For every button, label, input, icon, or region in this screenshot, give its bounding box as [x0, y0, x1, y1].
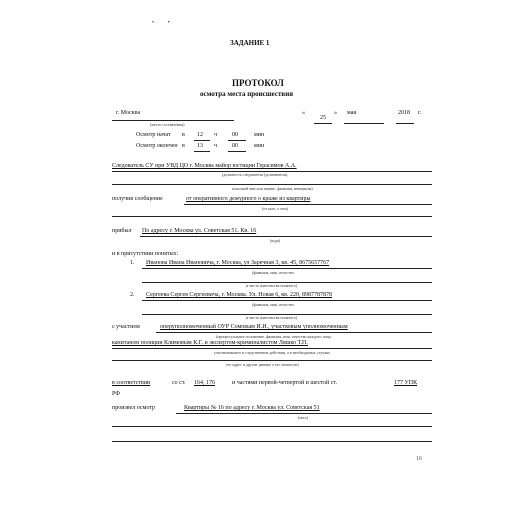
inspection-label: произвел осмотр — [112, 405, 155, 411]
page-number: 16 — [416, 456, 422, 462]
start-v: в — [182, 132, 185, 138]
start-min-field[interactable]: 00 — [232, 132, 238, 138]
accordance-articles[interactable]: 164, 176 — [194, 380, 215, 386]
city-line — [112, 120, 234, 121]
participation-field-1[interactable]: оперуполномоченный ОУР Сомовым И.И., участковым уполномоченным — [160, 324, 348, 330]
participation-line-3 — [112, 360, 432, 361]
end-label: Осмотр окончен — [136, 143, 178, 149]
city-field[interactable]: г. Москва — [116, 110, 141, 116]
year-line — [396, 123, 414, 124]
start-label: Осмотр начат — [136, 132, 171, 138]
end-hour-field[interactable]: 13 — [197, 143, 203, 149]
inspection-field[interactable]: Квартиры № 16 по адресу г. Москва ул. Советская 51 — [184, 405, 320, 411]
received-label: получив сообщение — [112, 196, 163, 202]
inspection-line — [176, 413, 432, 414]
witness-2-number: 2. — [130, 292, 135, 298]
arrived-field[interactable]: По адресу г. Москва ул. Советская 51. Кв. 16 — [142, 228, 257, 234]
month-line — [344, 123, 384, 124]
from-caption: (от кого, о чем) — [262, 206, 288, 211]
inspection-extra-line-2 — [112, 441, 432, 442]
rank-line — [112, 184, 432, 185]
participation-label: с участием — [112, 324, 140, 330]
witness-2-addr-caption: и место жительства понятого) — [246, 315, 298, 320]
day-line — [314, 123, 332, 124]
task-heading: ЗАДАНИЕ 1 — [230, 39, 270, 47]
quote-open: « — [302, 110, 305, 116]
start-min-label: мин — [254, 132, 265, 138]
witness-1-name-caption: (фамилия, имя, отчество — [252, 270, 294, 275]
quote-close: » — [334, 110, 337, 116]
position-caption: (должность следователя (дознавателя), — [222, 172, 289, 177]
end-min-field[interactable]: 00 — [232, 143, 238, 149]
start-min-line — [228, 140, 246, 141]
place-caption: (место составления) — [150, 122, 185, 127]
inspection-extra-line-1 — [112, 426, 432, 427]
witness-1-line — [142, 268, 432, 269]
participation-caption-1: (процессуальное положение, фамилия, имя, отчество каждого лица, — [216, 334, 332, 339]
end-v: в — [182, 143, 185, 149]
arrived-label: прибыл — [112, 228, 132, 234]
decorative-dots: • • — [152, 20, 176, 26]
document-subtitle: осмотра места происшествия — [200, 90, 294, 98]
start-h-label: ч — [214, 132, 218, 138]
participation-caption-3: его адрес и другие данные о его личности) — [226, 362, 299, 367]
participation-caption-2: участвовавшего в следственном действии, а в необходимых случаях — [214, 350, 331, 355]
rank-caption: классный чин или звание, фамилия, инициалы) — [232, 186, 313, 191]
end-h-label: ч — [214, 143, 218, 149]
year-field[interactable]: 2018 — [398, 110, 410, 116]
start-hour-line — [194, 140, 210, 141]
participation-line-1 — [156, 332, 432, 333]
received-line — [184, 204, 432, 205]
arrived-line — [140, 236, 432, 237]
what-caption: (чего) — [298, 415, 308, 420]
month-field[interactable]: мая — [347, 110, 357, 116]
end-hour-line — [194, 151, 210, 152]
witness-2-field[interactable]: Сергеева Сергея Сергеевича, г. Москва. Ул. Новая 6, кв. 220, 8987787878 — [146, 292, 333, 298]
accordance-text-4: и частями первой-четвертой и шестой ст. — [232, 380, 338, 386]
witness-2-name-caption: (фамилия, имя, отчество — [252, 302, 294, 307]
received-extra-line — [112, 216, 432, 217]
end-min-label: мин — [254, 143, 265, 149]
witness-2-line — [142, 300, 432, 301]
witness-1-number: 1. — [130, 260, 135, 266]
accordance-text-1: в соответствии — [112, 380, 151, 386]
investigator-field[interactable]: Следователь СУ при УВД ЦО г. Москва майор юстиции Герасимов А.А. — [112, 163, 297, 169]
document-title: ПРОТОКОЛ — [232, 78, 284, 88]
accordance-text-2: со ст. — [172, 380, 186, 386]
where-caption: (куда) — [270, 238, 281, 243]
day-field[interactable]: 25 — [320, 115, 326, 121]
accordance-rf: РФ — [112, 391, 120, 397]
witness-1-field[interactable]: Иванова Ивана Ивановича, г. Москва, ул Заречная 3, кв. 45, 8675657767 — [146, 260, 330, 266]
accordance-code[interactable]: 177 УПК — [394, 380, 418, 386]
witnesses-label: и в присутствии понятых: — [112, 251, 179, 257]
participation-line-2 — [112, 348, 432, 349]
participation-field-2[interactable]: капитаном полиции Климовым К.Г. и экспертом-криминалистом Ляшко Т.П. — [112, 340, 308, 346]
received-field[interactable]: от оперативного дежурного о краже из квартиры — [186, 196, 311, 202]
end-min-line — [228, 151, 246, 152]
start-hour-field[interactable]: 12 — [197, 132, 203, 138]
year-suffix: г. — [418, 110, 422, 116]
witness-1-addr-caption: и место жительства понятого) — [246, 283, 298, 288]
